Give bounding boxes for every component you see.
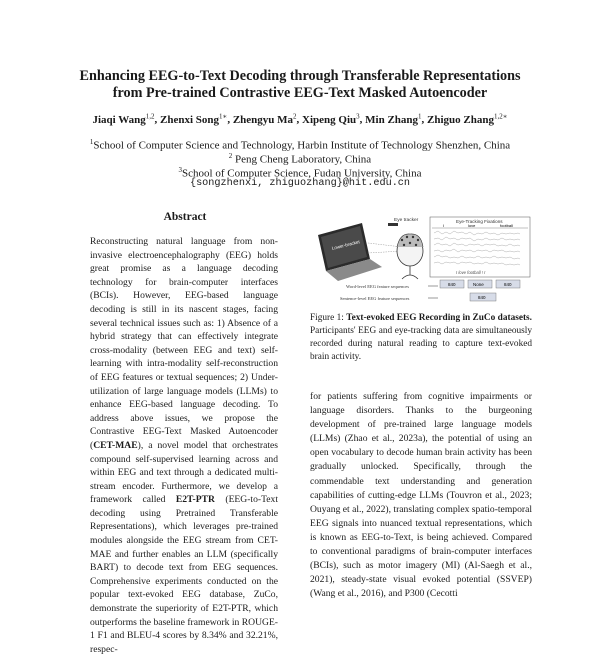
word-feature-value: None [473,282,484,287]
title-line-1: Enhancing EEG-to-Text Decoding through Transferable Representations [79,68,521,84]
fixation-word: love [468,223,476,228]
author: Zhengyu Ma$^2$ [232,112,297,126]
abstract-heading: Abstract [163,211,207,223]
caption-bold: Text-evoked EEG Recording in ZuCo datasets. [346,313,532,323]
word-feature-value: 840 [504,282,512,287]
e2tptr-acronym: E2T-PTR [175,494,215,506]
sentence-row-label: Sentence-level EEG feature sequences [340,296,410,301]
author-list: Jiaqi Wang$^{1,2}$, Zhenxi Song$^{1∗}$, Zhengyu Ma$^2$, Xipeng Qiu$^3$, Min Zhang$^1$, Zhiguo Zhang$^{1,2∗}$ [92,112,508,126]
laptop-icon [318,223,382,281]
word-row-label: Word-level EEG feature sequences [346,284,409,289]
sentence-feature-value: 840 [478,295,486,300]
cetmae-acronym: CET-MAE [93,439,138,451]
participant-head-icon [397,234,423,279]
figure-1-caption: Figure 1: Text-evoked EEG Recording in ZuCo datasets. Participants' EEG and eye-tracking data are simultaneously recorded during natural reading to capture text-evoked brain activity. [310,313,532,362]
eye-tracking-label: Eye-Tracking Fixations [456,219,503,224]
title-line-2: from Pre-trained Contrastive EEG-Text Masked Autoencoder [112,85,488,101]
author: Min Zhang$^1$ [365,112,422,126]
affiliation-3: $^3$School of Computer Science, Fudan University, China [178,166,422,180]
paper-title [40,68,560,102]
affiliation-2: $^2$ Peng Cheng Laboratory, China [228,152,372,166]
author: Jiaqi Wang$^{1,2}$ [92,112,155,126]
email-address: {songzhenxi, zhiguozhang}@hit.edu.cn [189,178,411,189]
figure-1-illustration [310,213,532,309]
author: Zhenxi Song$^{1∗}$ [160,112,228,126]
author: Zhiguo Zhang$^{1,2∗}$ [427,112,508,126]
introduction-body: for patients suffering from cognitive impairments or language disorders. Thanks to the burgeoning development of pre-trained large language models (LLMs) (Zhao et al., 2023a), the potential of using an open vocabulary to decode human brain activity has been gradually unlocked. Specifically, through the commendable text understanding and generation capabilities of cutting-edge LLMs (Touvron et al., 2023; Ouyang et al., 2022), translating complex spatio-temporal EEG signals into nuanced textual representations, which is known as EEG-to-Text, is being achieved. Compared to conventional paradigms of brain-computer interfaces (BCIs), such as motor imagery (MI) (Al-Saegh et al., 2021), steady-state visual evoked potential (SSVEP) (Wang et al., 2016), and P300 (Cecotti [310,391,532,600]
screen-text: Lower-bracket [331,239,361,251]
eye-tracker-label: Eye tracker [394,218,419,223]
sentence-text: I love football ! I [456,270,486,275]
affiliation-1: $^1$School of Computer Science and Technology, Harbin Institute of Technology Shenzhen, China [89,138,511,152]
author: Xipeng Qiu$^3$ [302,112,360,126]
fixation-word: I [443,223,445,228]
fixation-word: football [500,223,513,228]
eye-tracker-device [388,223,398,226]
abstract-body: Reconstructing natural language from non-invasive electroencephalography (EEG) holds great promise as a language decoding technology for brain-computer interfaces (BCIs). However, EEG-based language decoding is still in its nascent stages, facing several technical issues such as: 1) Absence of a hybrid strategy that can effectively integrate cross-modality (between EEG and text) self-learning with intra-modality self-reconstruction of EEG features or textual sequences; 2) Under-utilization of large language models (LLMs) to enhance EEG-based language decoding. To address above issues, we propose the Contrastive EEG-Text Masked Autoencoder (CET-MAE), a novel model that orchestrates compound self-supervised learning across and within EEG and text through a dedicated multi-stream encoder. Furthermore, we develop a framework called E2T-PTR (EEG-to-Text decoding using Pretrained Transferable Representations), which leverages pre-trained modules alongside the EEG stream from CET-MAE and further enables an LLM (specifically BART) to decode text from EEG sequences. Comprehensive experiments conducted on the popular text-evoked EEG database, ZuCo, demonstrate the superiority of E2T-PTR, which outperforms the baseline framework in ROUGE-1 F1 and BLEU-4 scores by 8.34% and 32.21%, respec- [90,236,278,655]
word-feature-value: 840 [448,282,456,287]
